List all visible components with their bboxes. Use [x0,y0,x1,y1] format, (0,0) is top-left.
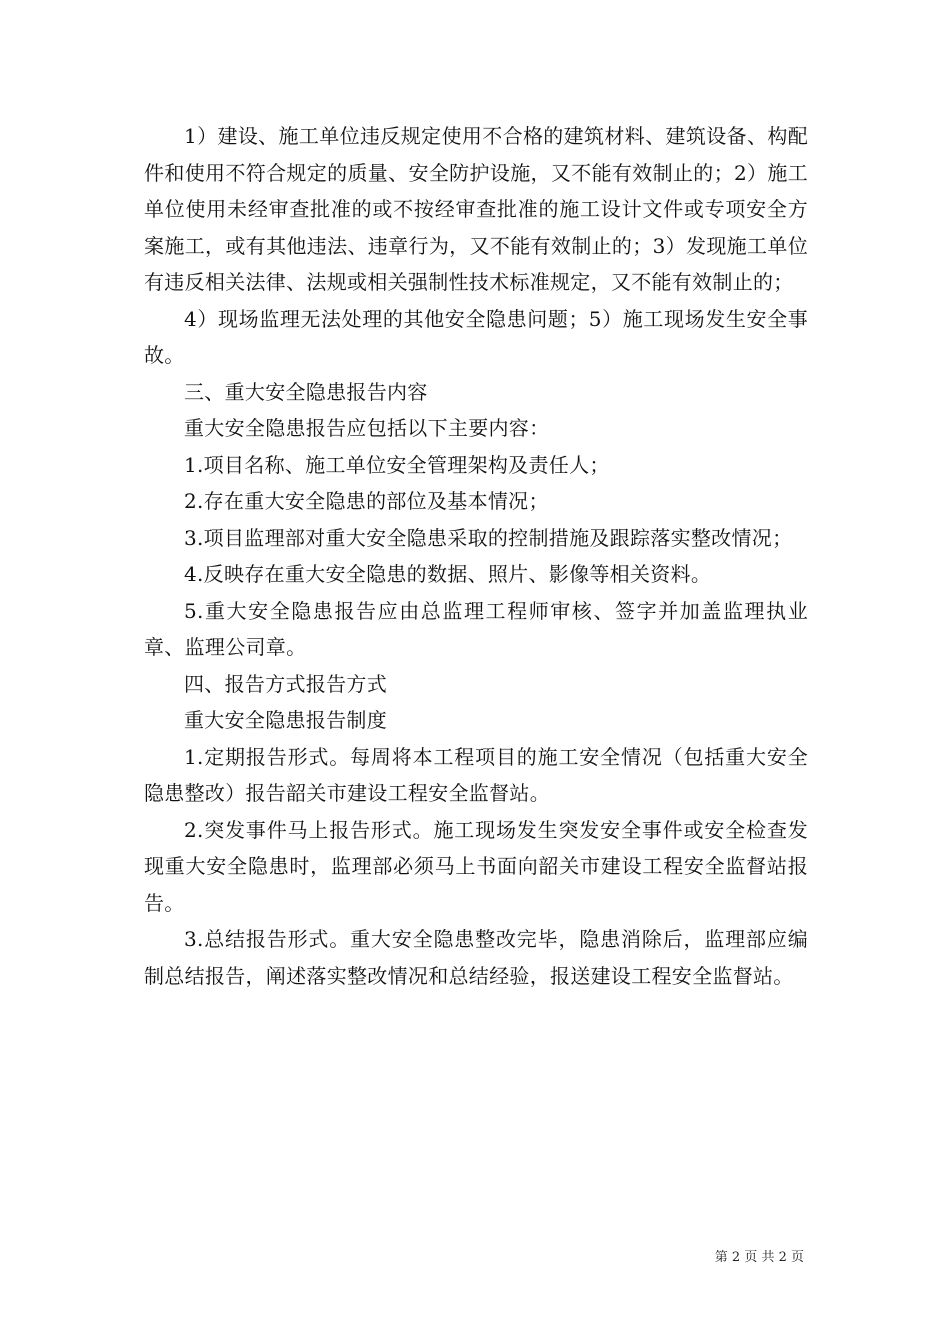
document-body [144,118,808,994]
list-item: 3.总结报告形式。重大安全隐患整改完毕，隐患消除后，监理部应编制总结报告，阐述落实整改情况和总结经验，报送建设工程安全监督站。 [144,927,808,988]
list-item: 1.定期报告形式。每周将本工程项目的施工安全情况（包括重大安全隐患整改）报告韶关市建设工程安全监督站。 [144,744,808,805]
list-item: 3.项目监理部对重大安全隐患采取的控制措施及跟踪落实整改情况； [184,525,793,550]
paragraph: 重大安全隐患报告制度 [184,708,387,732]
list-item: 2.突发事件马上报告形式。施工现场发生突发安全事件或安全检查发现重大安全隐患时，监理部必须马上书面向韶关市建设工程安全监督站报告。 [144,817,808,915]
list-item: 4.反映存在重大安全隐患的数据、照片、影像等相关资料。 [184,562,712,586]
list-item: 2.存在重大安全隐患的部位及基本情况； [184,489,549,513]
page-number: 第 2 页 共 2 页 [714,1250,804,1265]
list-item: 5.重大安全隐患报告应由总监理工程师审核、签字并加盖监理执业章、监理公司章。 [144,598,808,659]
list-item: 1.项目名称、施工单位安全管理架构及责任人； [184,452,610,477]
section-heading: 三、重大安全隐患报告内容 [184,379,428,404]
paragraph: 重大安全隐患报告应包括以下主要内容： [184,416,550,440]
paragraph: 1）建设、施工单位违反规定使用不合格的建筑材料、建筑设备、构配件和使用不符合规定的质量、安全防护设施，又不能有效制止的；2）施工单位使用未经审查批准的或不按经审查批准的施工设计文件或专项安全方案施工，或有其他违法、违章行为，又不能有效制止的；3）发现施工单位有违反相关法律、法规或相关强制性技术标准规定，又不能有效制止的； [144,124,808,294]
section-heading: 四、报告方式报告方式 [184,671,387,696]
paragraph: 4）现场监理无法处理的其他安全隐患问题；5）施工现场发生安全事故。 [144,306,808,367]
